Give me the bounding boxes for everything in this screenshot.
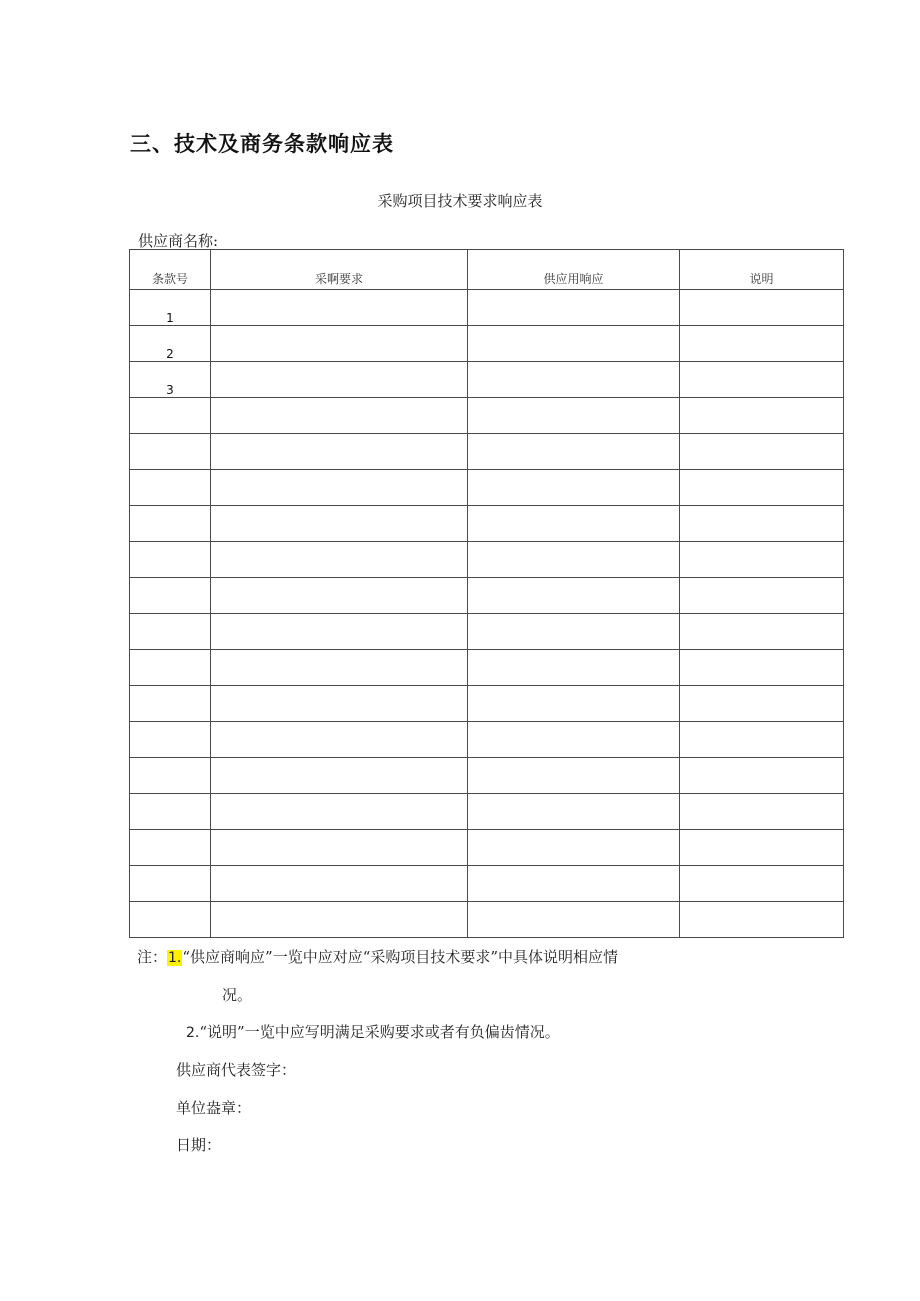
cell-remarks bbox=[680, 290, 844, 326]
table-row bbox=[130, 398, 844, 434]
cell-clause-number bbox=[130, 758, 211, 794]
cell-remarks bbox=[680, 542, 844, 578]
table-row bbox=[130, 506, 844, 542]
cell-remarks bbox=[680, 722, 844, 758]
cell-remarks bbox=[680, 794, 844, 830]
note-item-2 bbox=[186, 1021, 560, 1042]
cell-procurement-requirement bbox=[211, 326, 468, 362]
cell-remarks bbox=[680, 578, 844, 614]
header-remarks: 说明 bbox=[680, 250, 844, 290]
cell-procurement-requirement bbox=[211, 542, 468, 578]
cell-supplier-response bbox=[468, 398, 680, 434]
supplier-name-label: 供应商名称: bbox=[138, 232, 219, 250]
note-item-1-number: 1. bbox=[168, 950, 182, 966]
cell-procurement-requirement bbox=[211, 506, 468, 542]
cell-remarks bbox=[680, 830, 844, 866]
cell-remarks bbox=[680, 758, 844, 794]
cell-clause-number bbox=[130, 794, 211, 830]
cell-clause-number: 3 bbox=[130, 362, 211, 398]
cell-procurement-requirement bbox=[211, 614, 468, 650]
note-item-1-continued: 况。 bbox=[222, 986, 253, 1004]
cell-remarks bbox=[680, 326, 844, 362]
cell-clause-number bbox=[130, 578, 211, 614]
table-row bbox=[130, 614, 844, 650]
cell-remarks bbox=[680, 614, 844, 650]
table-row bbox=[130, 902, 844, 938]
note-item-2-number: 2. bbox=[186, 1025, 200, 1041]
cell-supplier-response bbox=[468, 362, 680, 398]
cell-clause-number bbox=[130, 686, 211, 722]
table-title: 采购项目技术要求响应表 bbox=[377, 192, 543, 210]
note-prefix: 注： bbox=[137, 948, 168, 966]
table-row bbox=[130, 650, 844, 686]
table-row bbox=[130, 830, 844, 866]
cell-supplier-response bbox=[468, 686, 680, 722]
header-supplier-response: 供应用响应 bbox=[468, 250, 680, 290]
cell-supplier-response bbox=[468, 578, 680, 614]
cell-clause-number bbox=[130, 722, 211, 758]
cell-supplier-response bbox=[468, 902, 680, 938]
table-row bbox=[130, 758, 844, 794]
cell-clause-number bbox=[130, 542, 211, 578]
cell-remarks bbox=[680, 866, 844, 902]
section-heading: 三、技术及商务条款响应表 bbox=[130, 132, 394, 156]
cell-procurement-requirement bbox=[211, 830, 468, 866]
response-table bbox=[129, 249, 844, 938]
cell-remarks bbox=[680, 434, 844, 470]
note-item-1 bbox=[137, 946, 618, 967]
table-header-row bbox=[130, 250, 844, 290]
cell-procurement-requirement bbox=[211, 686, 468, 722]
cell-clause-number bbox=[130, 866, 211, 902]
cell-supplier-response bbox=[468, 506, 680, 542]
cell-remarks bbox=[680, 902, 844, 938]
cell-procurement-requirement bbox=[211, 722, 468, 758]
table-body bbox=[130, 290, 844, 938]
cell-procurement-requirement bbox=[211, 362, 468, 398]
cell-clause-number bbox=[130, 650, 211, 686]
cell-clause-number: 2 bbox=[130, 326, 211, 362]
cell-procurement-requirement bbox=[211, 290, 468, 326]
cell-procurement-requirement bbox=[211, 398, 468, 434]
cell-procurement-requirement bbox=[211, 794, 468, 830]
cell-supplier-response bbox=[468, 542, 680, 578]
note-item-2-text: “说明”一览中应写明满足采购要求或者有负偏齿情况。 bbox=[199, 1023, 560, 1041]
cell-clause-number: 1 bbox=[130, 290, 211, 326]
cell-supplier-response bbox=[468, 470, 680, 506]
cell-supplier-response bbox=[468, 614, 680, 650]
cell-remarks bbox=[680, 506, 844, 542]
company-seal-label: 单位盎章： bbox=[176, 1099, 252, 1117]
table-row bbox=[130, 362, 844, 398]
date-label: 日期： bbox=[176, 1136, 222, 1154]
cell-supplier-response bbox=[468, 866, 680, 902]
cell-supplier-response bbox=[468, 722, 680, 758]
cell-clause-number bbox=[130, 398, 211, 434]
cell-supplier-response bbox=[468, 326, 680, 362]
cell-remarks bbox=[680, 650, 844, 686]
table-row bbox=[130, 578, 844, 614]
cell-supplier-response bbox=[468, 650, 680, 686]
cell-procurement-requirement bbox=[211, 434, 468, 470]
table-row bbox=[130, 866, 844, 902]
header-clause-number: 条款号 bbox=[130, 250, 211, 290]
cell-supplier-response bbox=[468, 290, 680, 326]
cell-procurement-requirement bbox=[211, 470, 468, 506]
cell-procurement-requirement bbox=[211, 650, 468, 686]
table-row bbox=[130, 794, 844, 830]
cell-remarks bbox=[680, 470, 844, 506]
cell-procurement-requirement bbox=[211, 866, 468, 902]
cell-clause-number bbox=[130, 614, 211, 650]
cell-remarks bbox=[680, 686, 844, 722]
cell-clause-number bbox=[130, 434, 211, 470]
cell-procurement-requirement bbox=[211, 578, 468, 614]
table-row bbox=[130, 686, 844, 722]
cell-supplier-response bbox=[468, 830, 680, 866]
cell-supplier-response bbox=[468, 758, 680, 794]
table-row bbox=[130, 434, 844, 470]
cell-supplier-response bbox=[468, 434, 680, 470]
cell-clause-number bbox=[130, 830, 211, 866]
table-row bbox=[130, 326, 844, 362]
cell-clause-number bbox=[130, 470, 211, 506]
cell-remarks bbox=[680, 362, 844, 398]
cell-procurement-requirement bbox=[211, 902, 468, 938]
representative-signature-label: 供应商代表签字： bbox=[176, 1061, 297, 1079]
table-row bbox=[130, 722, 844, 758]
table-row bbox=[130, 470, 844, 506]
table-row bbox=[130, 542, 844, 578]
cell-clause-number bbox=[130, 902, 211, 938]
note-item-1-text: “供应商响应”一览中应对应“采购项目技术要求”中具体说明相应情 bbox=[182, 948, 619, 966]
table-row bbox=[130, 290, 844, 326]
cell-procurement-requirement bbox=[211, 758, 468, 794]
cell-supplier-response bbox=[468, 794, 680, 830]
header-procurement-requirement: 采啊要求 bbox=[211, 250, 468, 290]
cell-clause-number bbox=[130, 506, 211, 542]
cell-remarks bbox=[680, 398, 844, 434]
